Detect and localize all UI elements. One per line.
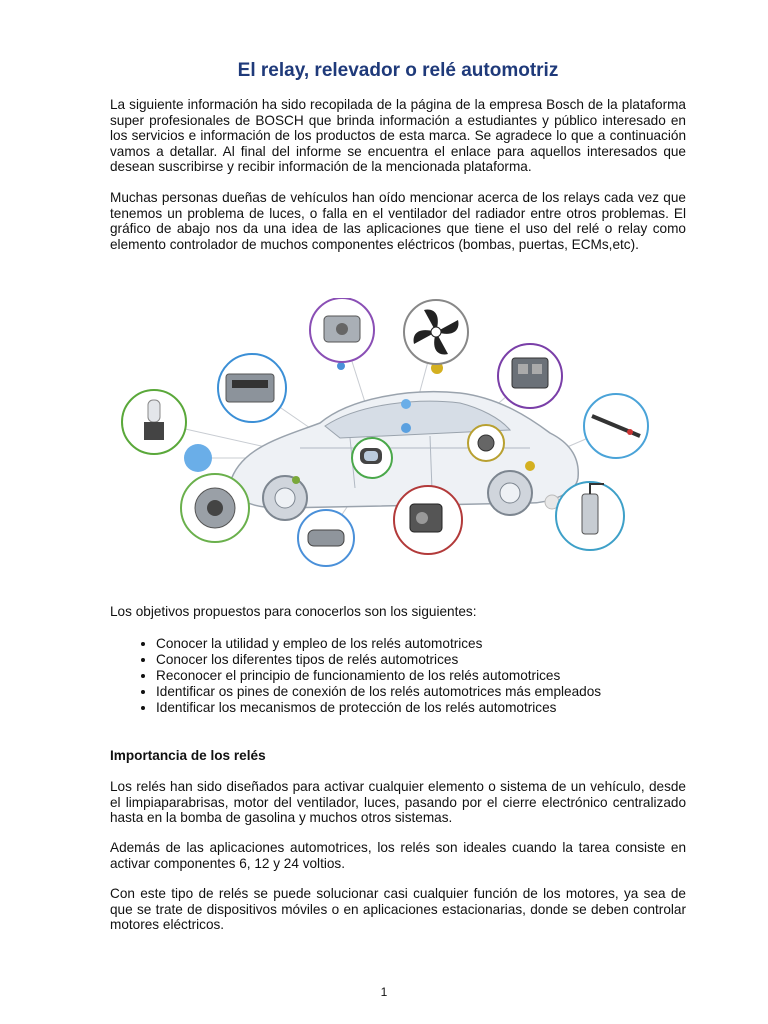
list-item: • Conocer los diferentes tipos de relés automotrices [156, 652, 696, 668]
list-item: • Identificar los mecanismos de protección de los relés automotrices [156, 700, 696, 716]
list-item: • Conocer la utilidad y empleo de los relés automotrices [156, 636, 696, 652]
intro-paragraph: La siguiente información ha sido recopilada de la página de la empresa Bosch de la plataforma super profesionales de BOSCH que brinda información a estudiantes y público interesado en los servicios e información de los productos de esta marca. Se agradece lo que a continuación vamos a detallar. Al final del informe se encuentra el enlace para aquellos interesados que desean suscribirse y recibir información de la mencionada plataforma. [110, 97, 686, 175]
ecu-module-icon [218, 354, 286, 422]
wiper-blade-icon [584, 394, 648, 458]
objectives-list [110, 636, 696, 716]
mirror-icon [352, 438, 392, 478]
car-diagram [110, 298, 686, 572]
importance-paragraph: Los relés han sido diseñados para activar cualquier elemento o sistema de un vehículo, desde el limpiaparabrisas, motor del ventilador, luces, pasando por el cierre electrónico centralizado hasta en la bomba de gasolina y muchos otros sistemas. [110, 779, 686, 826]
list-item: • Identificar os pines de conexión de los relés automotrices más empleados [156, 684, 696, 700]
relays-paragraph: Muchas personas dueñas de vehículos han oído mencionar acerca de los relays cada vez que tenemos un problema de luces, o falla en el ventilador del radiador entre otros problemas. El gráfico de abajo nos da una idea de las aplicaciones que tiene el uso del relé o relay como elemento controlador de muchos componentes eléctricos (bombas, puertas, ECMs,etc). [110, 190, 686, 252]
voltage-paragraph: Además de las aplicaciones automotrices, los relés son ideales cuando la tarea consiste en activar componentes 6, 12 y 24 voltios. [110, 840, 686, 871]
list-item: • Reconocer el principio de funcionamiento de los relés automotrices [156, 668, 696, 684]
window-motor-icon [394, 486, 462, 554]
alternator-icon [181, 474, 249, 542]
fuel-pump-icon [556, 482, 624, 550]
starter-motor-icon [298, 510, 354, 566]
injection-pump-icon [310, 298, 374, 362]
abs-unit-icon [498, 344, 562, 408]
car-applications-figure [110, 298, 686, 572]
headlamp-bulb-icon [122, 390, 186, 454]
radiator-fan-icon [404, 300, 468, 364]
objectives-intro: Los objetivos propuestos para conocerlos son los siguientes: [110, 604, 477, 619]
document-title: El relay, relevador o relé automotriz [237, 60, 559, 81]
camera-sensor-icon [468, 425, 504, 461]
page-number: 1 [380, 985, 388, 999]
motors-paragraph: Con este tipo de relés se puede solucionar casi cualquier función de los motores, ya sea de que se trate de dispositivos móviles o en aplicaciones estacionarias, donde se deben controlar motores eléctricos. [110, 886, 686, 933]
section-heading: Importancia de los relés [110, 748, 266, 763]
